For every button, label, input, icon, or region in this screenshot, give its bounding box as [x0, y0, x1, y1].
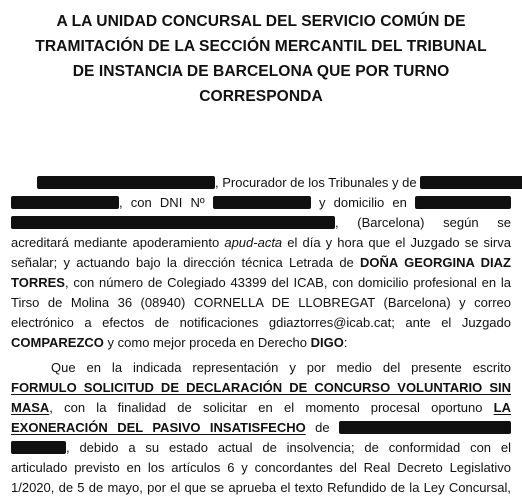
document-title — [0, 9, 522, 109]
redacted-address-line — [11, 216, 335, 229]
p1-text: , con DNI Nº — [119, 195, 213, 210]
title-line-3: DE INSTANCIA DE BARCELONA QUE POR TURNO — [72, 63, 450, 80]
la: LA — [493, 400, 511, 415]
digo: DIGO — [310, 335, 344, 350]
redacted-procurador-name — [37, 176, 215, 189]
masa: MASA — [11, 400, 50, 415]
p1-line-1 — [37, 173, 511, 193]
p2-text: , debido a su estado actual de insolvencia; de conformidad con el — [66, 440, 511, 455]
p2-line-2 — [11, 378, 511, 398]
lawyer-name: DOÑA GEORGINA DIAZ — [360, 255, 511, 270]
p2-text: de — [305, 420, 339, 435]
solicitud-heading: FORMULO SOLICITUD DE DECLARACIÓN DE CONCURSO VOLUNTARIO SIN — [11, 380, 511, 395]
title-line-1: A LA UNIDAD CONCURSAL DEL SERVICIO COMÚN DE — [56, 13, 466, 30]
p1-text: señalar; y actuando bajo la dirección técnica Letrada de — [11, 255, 361, 270]
p2-line-4 — [11, 418, 511, 438]
p1-line-5 — [11, 253, 511, 273]
redacted-client-surname — [11, 196, 119, 209]
p2-line-1: Que en la indicada representación y por medio del presente escrito — [51, 360, 511, 375]
p1-line-2 — [11, 193, 511, 213]
comparezco: COMPAREZCO — [11, 335, 104, 350]
redacted-address — [415, 196, 511, 209]
title-line-4: CORRESPONDA — [199, 88, 323, 105]
p1-text: y domicilio en — [310, 195, 415, 210]
redacted-debtor-name — [339, 421, 511, 434]
p2-line-6: articulado previsto en los artículos 6 y concordantes del Real Decreto Legislativo — [11, 460, 511, 475]
redacted-dni — [213, 196, 311, 209]
p1-line-4 — [11, 233, 511, 253]
p1-text: y como mejor proceda en Derecho — [103, 335, 311, 350]
p2-text: , con la finalidad de solicitar en el momento procesal oportuno — [49, 400, 494, 415]
p1-text: , Procurador de los Tribunales y de — [215, 175, 421, 190]
title-line-2: TRAMITACIÓN DE LA SECCIÓN MERCANTIL DEL TRIBUNAL — [35, 38, 487, 55]
p1-line-3 — [11, 213, 511, 233]
p2-line-7: 1/2020, de 5 de mayo, por el que se aprueba el texto Refundido de la Ley Concursal, — [11, 480, 511, 495]
exoneracion-heading: EXONERACIÓN DEL PASIVO INSATISFECHO — [11, 420, 306, 435]
redacted-debtor-surname — [11, 441, 66, 454]
p1-text: : — [343, 335, 348, 350]
p1-text: , con número de Colegiado 43399 del ICAB, con domicilio profesional en la — [64, 275, 511, 290]
p1-line-9 — [11, 333, 511, 353]
p2-line-3 — [11, 398, 511, 418]
p1-text: acreditará mediante apoderamiento — [11, 235, 225, 250]
p2-line-5 — [11, 438, 511, 458]
p1-text: , (Barcelona) según se — [335, 215, 511, 230]
p1-line-8: electrónico a efectos de notificaciones gdiaztorres@icab.cat; ante el Juzgado — [11, 315, 511, 330]
p1-line-7: Tirso de Molina 36 (08940) CORNELLA DE LLOBREGAT (Barcelona) y correo — [11, 295, 511, 310]
lawyer-surname: TORRES — [11, 275, 65, 290]
redacted-client-name — [420, 176, 522, 189]
p1-line-6 — [11, 273, 511, 293]
p1-text: el día y hora que el Juzgado se sirva — [282, 235, 511, 250]
p1-italic: apud-acta — [224, 235, 283, 250]
